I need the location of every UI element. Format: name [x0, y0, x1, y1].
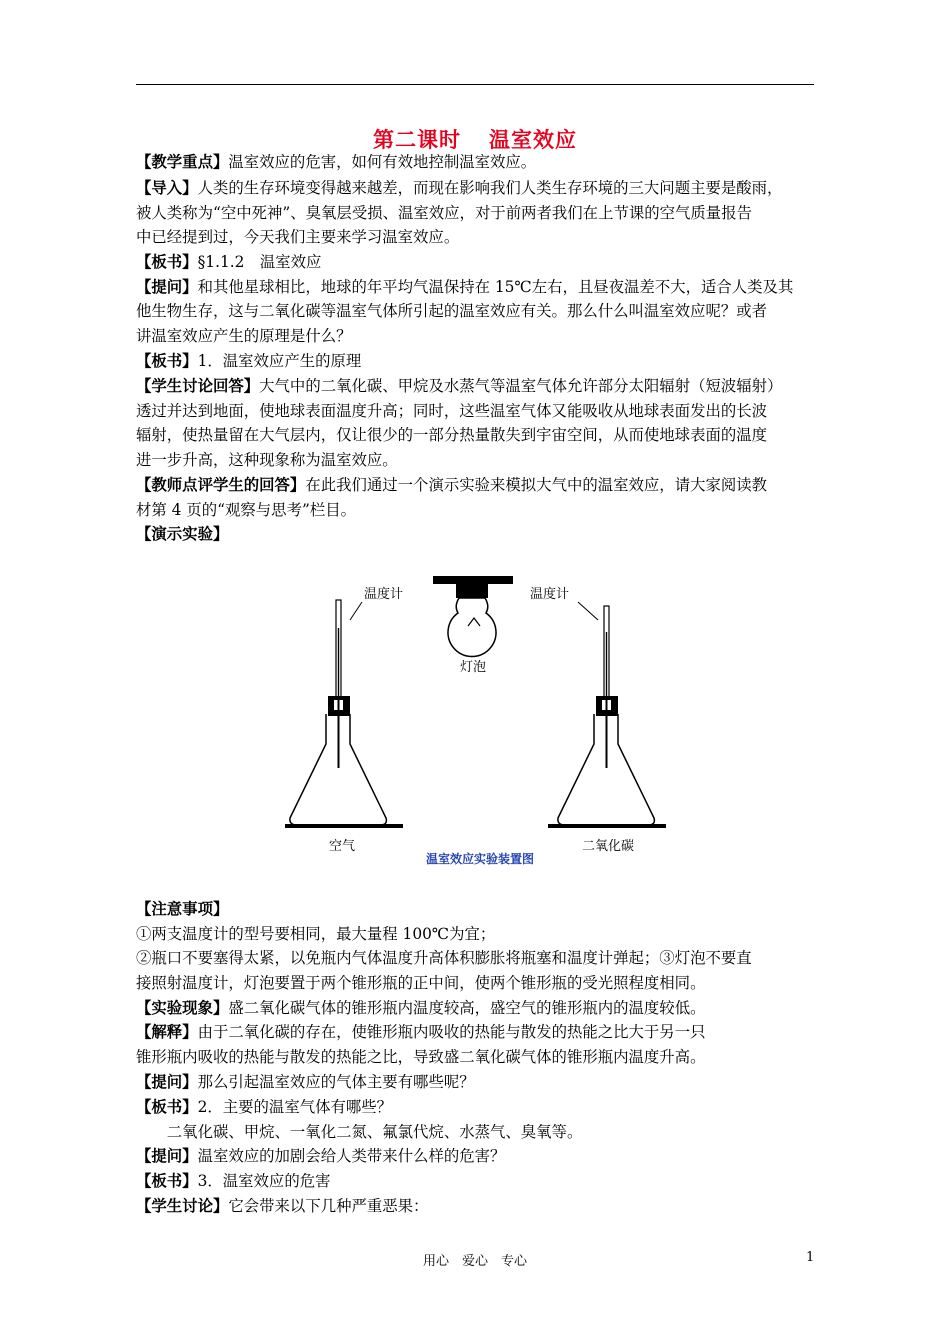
light-bulb-icon [448, 598, 496, 656]
stand-right [548, 824, 666, 828]
text-line: 【实验现象】盛二氧化碳气体的锥形瓶内温度较高，盛空气的锥形瓶内的温度较低。 [136, 999, 706, 1017]
bulb-holder [433, 576, 513, 584]
figure-caption: 温室效应实验装置图 [425, 852, 535, 866]
text-line: 【演示实验】 [136, 525, 229, 543]
text-line: 【解释】由于二氧化碳的存在，使锥形瓶内吸收的热能与散发的热能之比大于另一只 [136, 1023, 706, 1041]
text-line: 【学生讨论回答】大气中的二氧化碳、甲烷及水蒸气等温室气体允许部分太阳辐射（短波辐射） [136, 377, 783, 395]
thermometer-label-left: 温度计 [364, 587, 404, 602]
title-topic: 温室效应 [489, 127, 577, 152]
text-line: 接照射温度计，灯泡要置于两个锥形瓶的正中间，使两个锥形瓶的受光照程度相同。 [136, 974, 706, 992]
text-line: 锥形瓶内吸收的热能与散发的热能之比，导致盛二氧化碳气体的锥形瓶内温度升高。 [136, 1048, 706, 1066]
title-lesson: 第二课时 [373, 127, 461, 152]
text-line: 进一步升高，这种现象称为温室效应。 [136, 451, 398, 469]
experiment-figure [280, 568, 680, 870]
co2-label: 二氧化碳 [581, 839, 635, 854]
text-line: 【注意事项】 [136, 900, 229, 918]
text-line: 材第 4 页的“观察与思考”栏目。 [136, 501, 357, 519]
text-line: 【教学重点】温室效应的危害，如何有效地控制温室效应。 [136, 153, 537, 171]
text-line: 【板书】3．温室效应的危害 [136, 1172, 331, 1190]
text-line: ①两支温度计的型号要相同，最大量程 100℃为宜； [136, 925, 496, 943]
air-label: 空气 [328, 839, 356, 854]
text-line: 他生物生存，这与二氧化碳等温室气体所引起的温室效应有关。那么什么叫温室效应呢？或者 [136, 302, 768, 320]
text-line: 【教师点评学生的回答】在此我们通过一个演示实验来模拟大气中的温室效应，请大家阅读教 [136, 476, 768, 494]
bulb-label: 灯泡 [459, 660, 487, 675]
text-line: 透过并达到地面，使地球表面温度升高；同时，这些温室气体又能吸收从地球表面发出的长波 [136, 402, 768, 420]
page-footer: 用心 爱心 专心 [422, 1254, 527, 1269]
text-line: 【提问】那么引起温室效应的气体主要有哪些呢？ [136, 1073, 475, 1091]
text-line: 【提问】温室效应的加剧会给人类带来什么样的危害？ [136, 1147, 506, 1165]
text-line: 被人类称为“空中死神”、臭氧层受损、温室效应，对于前两者我们在上节课的空气质量报告 [136, 204, 752, 222]
text-line: 【板书】2．主要的温室气体有哪些？ [136, 1098, 393, 1116]
header-rule [136, 84, 814, 85]
stand-left [285, 824, 403, 828]
text-line: 讲温室效应产生的原理是什么？ [136, 327, 352, 345]
text-line: 【导入】人类的生存环境变得越来越差，而现在影响我们人类生存环境的三大问题主要是酸雨， [136, 179, 783, 197]
text-line: 二氧化碳、甲烷、一氧化二氮、氟氯代烷、水蒸气、臭氧等。 [136, 1123, 583, 1141]
text-line: 【学生讨论】它会带来以下几种严重恶果： [136, 1197, 429, 1215]
text-line: 【板书】1．温室效应产生的原理 [136, 352, 362, 370]
text-line: 【板书】§1.1.2 温室效应 [136, 253, 322, 271]
text-line: 辐射，使热量留在大气层内，仅让很少的一部分热量散失到宇宙空间，从而使地球表面的温度 [136, 426, 768, 444]
text-line: 中已经提到过，今天我们主要来学习温室效应。 [136, 228, 460, 246]
thermometer-label-right: 温度计 [530, 587, 570, 602]
text-line: ②瓶口不要塞得太紧，以免瓶内气体温度升高体积膨胀将瓶塞和温度计弹起；③灯泡不要直 [136, 949, 752, 967]
text-line: 【提问】和其他星球相比，地球的年平均气温保持在 15℃左右，且昼夜温差不大，适合人类及其 [136, 278, 794, 296]
page-number: 1 [806, 1250, 815, 1265]
